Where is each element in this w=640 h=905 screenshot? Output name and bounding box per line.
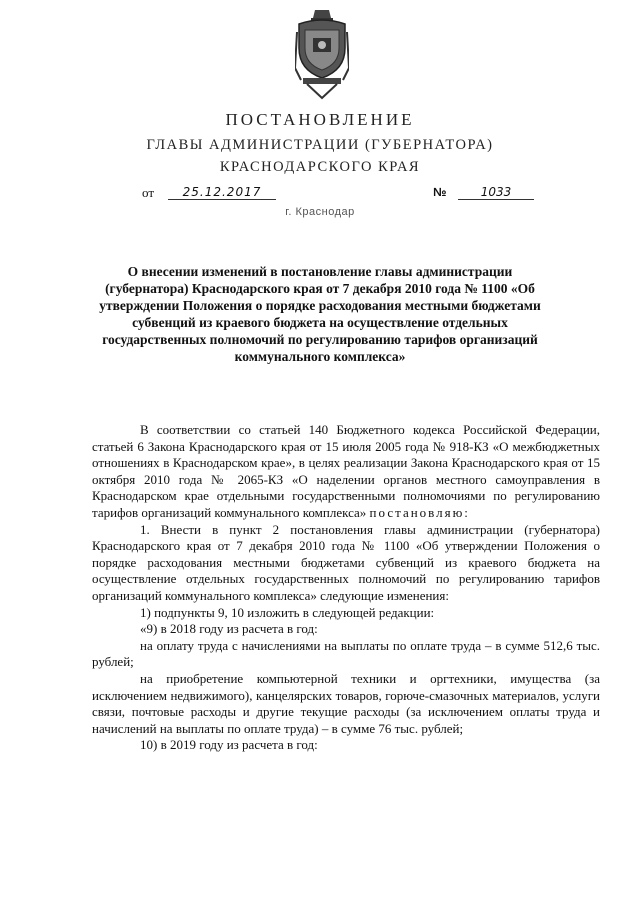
number-label: № bbox=[433, 185, 447, 199]
preamble-text: В соответствии со статьей 140 Бюджетного кодекса Российской Федерации, статьей 6 Закона Краснодарского края от 15 июля 2005 года № 918-КЗ «О межбюджетных отношениях в Краснодарском крае», в целях реализации Закона Краснодарского края от 15 октября 2010 года № 2065-КЗ «О наделении органов местного самоуправления в Краснодарском крае отдельными государственными полномочиями по регулированию тарифов организаций коммунального комплекса» bbox=[92, 422, 600, 520]
issuer-heading-line2: КРАСНОДАРСКОГО КРАЯ bbox=[219, 159, 421, 175]
paragraph-item-9: «9) в 2018 году из расчета в год: bbox=[140, 621, 318, 637]
paragraph-item-10: 10) в 2019 году из расчета в год: bbox=[140, 737, 318, 753]
issuer-heading-line1: ГЛАВЫ АДМИНИСТРАЦИИ (ГУБЕРНАТОРА) bbox=[146, 137, 494, 153]
document-date: 25.12.2017 bbox=[168, 185, 276, 200]
document-number: 1033 bbox=[458, 185, 534, 200]
paragraph-subitem-1: 1) подпункты 9, 10 изложить в следующей редакции: bbox=[140, 604, 435, 620]
decree-word: постановляю: bbox=[369, 504, 470, 520]
document-body bbox=[92, 422, 600, 754]
date-label: от bbox=[142, 185, 155, 200]
paragraph-item-1: 1. Внести в пункт 2 постановления главы администрации (губернатора) Краснодарского края от 7 декабря 2010 года № 1100 «Об утверждении Положения о порядке расходования местными бюджетами субвенций из краевого бюджета на осуществление отдельных государственных полномочий по регулированию тарифов организаций коммунального комплекса» следующие изменения: bbox=[92, 521, 600, 603]
paragraph-equipment: на приобретение компьютерной техники и оргтехники, имущества (за исключением недвижимого), канцелярских товаров, горюче-смазочных материалов, услуги связи, почтовые расходы и другие текущие расходы (за исключением оплаты труда и начислений на выплаты по оплате труда) – в сумме 76 тыс. рублей; bbox=[92, 670, 600, 736]
paragraph-preamble bbox=[92, 422, 600, 522]
paragraph-wages: на оплату труда с начислениями на выплаты по оплате труда – в сумме 512,6 тыс. рублей; bbox=[92, 637, 600, 670]
document-type-heading: ПОСТАНОВЛЕНИЕ bbox=[225, 110, 415, 129]
document-title: О внесении изменений в постановление главы администрации (губернатора) Краснодарского края от 7 декабря 2010 года № 1100 «Об утверждении Положения о порядке расходования местными бюджетами субвенций из краевого бюджета на осуществление отдельных государственных полномочий по регулированию тарифов организаций коммунального комплекса» bbox=[99, 264, 541, 364]
krasnodar-coat-of-arms-emblem bbox=[295, 8, 349, 100]
city-label: г. Краснодар bbox=[285, 206, 355, 218]
